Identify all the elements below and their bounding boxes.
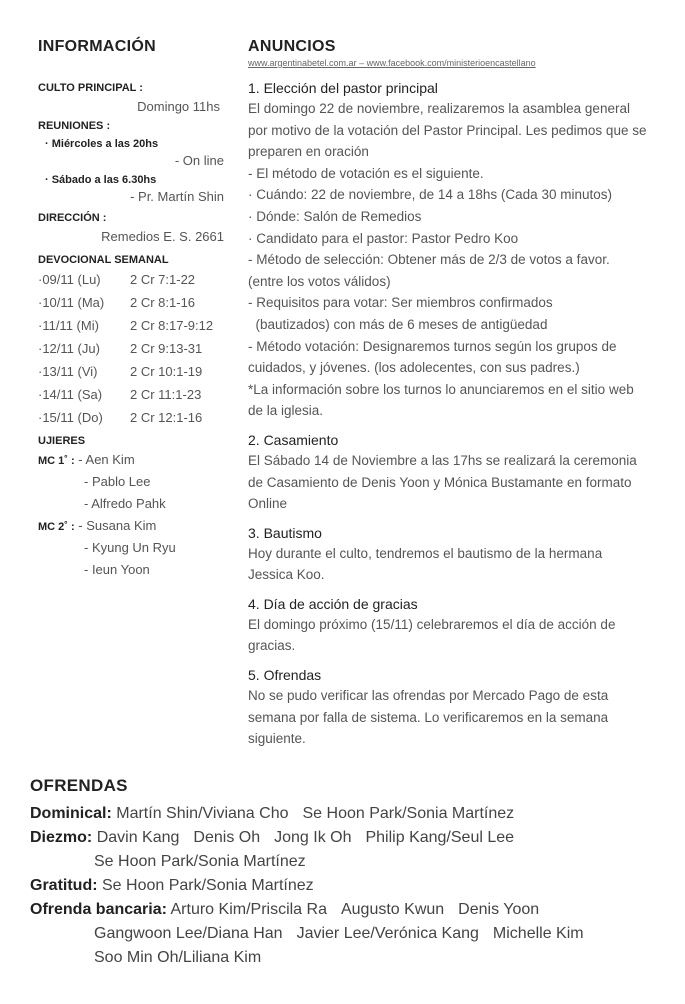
links-line <box>248 58 648 68</box>
announcement-body: El Sábado 14 de Noviembre a las 17hs se realizará la ceremonia de Casamiento de Denis Yoon y Mónica Bustamante en formato Online <box>248 452 641 512</box>
devocional-ref: 2 Cr 11:1-23 <box>130 387 202 402</box>
mc2-member: - Ieun Yoon <box>84 562 150 577</box>
info-column <box>38 38 228 581</box>
devocional-label: DEVOCIONAL SEMANAL <box>38 254 169 266</box>
donor: Soo Min Oh/Liliana Kim <box>94 949 262 966</box>
devocional-row <box>38 291 228 314</box>
gratitud-label: Gratitud: <box>30 877 98 894</box>
reunion2-day: · Sábado a las 6.30hs <box>45 174 157 186</box>
reunion1-value: - On line <box>174 153 224 168</box>
announcement-title: 4. Día de acción de gracias <box>248 595 418 612</box>
mc1-group <box>38 449 228 515</box>
announcement-item <box>248 523 648 586</box>
donor: Michelle Kim <box>492 925 584 942</box>
devocional-ref: 2 Cr 8:17-9:12 <box>130 318 214 333</box>
donor: Javier Lee/Verónica Kang <box>296 925 479 942</box>
devocional-date: ·11/11 (Mi) <box>38 318 99 333</box>
announcement-body: El domingo 22 de noviembre, realizaremos la asamblea general por motivo de la votación del Pastor Principal. Les pedimos que se preparen en oración - El método de votación es el siguiente. · Cuándo: 22 de noviembre, de 14 a 18hs (Cada 30 minutos) · Dónde: Salón de Remedios · Candidato para el pastor: Pastor Pedro Koo - Método de selección: Obtener más de 2/3 de votos a favor. (entre los votos válidos) - Requisitos para votar: Ser miembros confirmados (bautizados) con más de 6 meses de antigüedad - Método votación: Designaremos turnos según los grupos de cuidados, y jóvenes. (los adolecentes, con sus padres.) *La información sobre los turnos lo anunciaremos en el sitio web de la iglesia. <box>248 101 647 419</box>
announcement-item <box>248 430 648 515</box>
devocional-date: ·15/11 (Do) <box>38 410 103 425</box>
donor: Arturo Kim/Priscila Ra <box>170 901 327 918</box>
announcements-title: ANUNCIOS <box>248 38 336 55</box>
direccion-label: DIRECCIÓN : <box>38 212 107 224</box>
announcement-body: El domingo próximo (15/11) celebraremos el día de acción de gracias. <box>248 616 620 654</box>
mc2-member: - Susana Kim <box>78 518 157 533</box>
dominical-label: Dominical: <box>30 805 112 822</box>
devocional-row <box>38 314 228 337</box>
donor: Augusto Kwun <box>340 901 445 918</box>
announcement-title: 1. Elección del pastor principal <box>248 80 438 96</box>
announcement-item <box>248 78 648 422</box>
donor: Martín Shin/Viviana Cho <box>116 805 289 822</box>
devocional-ref: 2 Cr 7:1-22 <box>130 272 196 287</box>
offerings-title: OFRENDAS <box>30 776 128 795</box>
devocional-ref: 2 Cr 8:1-16 <box>130 295 196 310</box>
devocional-row <box>38 337 228 360</box>
mc1-member: - Aen Kim <box>78 452 135 467</box>
devocional-row <box>38 360 228 383</box>
devocional-ref: 2 Cr 12:1-16 <box>130 410 203 425</box>
mc1-label: MC 1˚ : <box>38 455 75 467</box>
bancaria-label: Ofrenda bancaria: <box>30 901 167 918</box>
devocional-date: ·12/11 (Ju) <box>38 341 100 356</box>
dominical-line <box>30 802 670 826</box>
ujieres-label: UJIERES <box>38 435 86 447</box>
mc2-member: - Kyung Un Ryu <box>84 540 176 555</box>
announcements-column <box>248 38 648 750</box>
devocional-row <box>38 383 228 406</box>
website-link[interactable]: www.argentinabetel.com.ar <box>248 58 357 68</box>
donor: Se Hoon Park/Sonia Martínez <box>102 877 314 894</box>
culto-value: Domingo 11hs <box>137 99 220 114</box>
devocional-ref: 2 Cr 9:13-31 <box>130 341 203 356</box>
donor: Philip Kang/Seul Lee <box>365 829 515 846</box>
announcement-title: 2. Casamiento <box>248 431 339 448</box>
devocional-ref: 2 Cr 10:1-19 <box>130 364 203 379</box>
devocional-row <box>38 268 228 291</box>
donor: Se Hoon Park/Sonia Martínez <box>302 805 515 822</box>
announcement-item <box>248 594 648 657</box>
link-separator: – <box>356 58 367 68</box>
donor: Gangwoon Lee/Diana Han <box>94 925 283 942</box>
reunion2-value: - Pr. Martín Shin <box>130 189 224 204</box>
announcement-item <box>248 665 648 750</box>
devocional-date: ·14/11 (Sa) <box>38 387 103 402</box>
mc1-member: - Pablo Lee <box>84 474 151 489</box>
devocional-date: ·13/11 (Vi) <box>38 364 98 379</box>
announcement-body: Hoy durante el culto, tendremos el bautismo de la hermana Jessica Koo. <box>248 545 606 583</box>
devocional-date: ·09/11 (Lu) <box>38 272 101 287</box>
reunion1-day: · Miércoles a las 20hs <box>45 138 159 150</box>
facebook-link[interactable]: www.facebook.com/ministerioencastellano <box>366 58 536 68</box>
offerings-section <box>30 776 670 970</box>
donor: Denis Oh <box>193 829 261 846</box>
diezmo-label: Diezmo: <box>30 829 93 846</box>
announcement-title: 5. Ofrendas <box>248 667 322 684</box>
announcement-body: No se pudo verificar las ofrendas por Mercado Pago de esta semana por falla de sistema. Lo verificaremos en la semana siguiente. <box>248 688 612 747</box>
devocional-row <box>38 406 228 429</box>
info-title: INFORMACIÓN <box>38 38 156 55</box>
donor: Jong Ik Oh <box>274 829 352 846</box>
mc2-label: MC 2˚ : <box>38 521 75 533</box>
direccion-value: Remedios E. S. 2661 <box>101 229 224 244</box>
bancaria-line-3 <box>30 946 670 970</box>
mc1-member: - Alfredo Pahk <box>84 496 166 511</box>
gratitud-line <box>30 874 670 898</box>
announcement-title: 3. Bautismo <box>248 524 322 541</box>
reuniones-label: REUNIONES : <box>38 120 111 132</box>
donor: Denis Yoon <box>458 901 540 918</box>
bancaria-line-2 <box>30 922 670 946</box>
bancaria-line <box>30 898 670 922</box>
diezmo-line-2 <box>30 850 670 874</box>
donor: Se Hoon Park/Sonia Martínez <box>94 853 306 870</box>
devocional-date: ·10/11 (Ma) <box>38 295 105 310</box>
donor: Davin Kang <box>96 829 180 846</box>
diezmo-line <box>30 826 670 850</box>
culto-label: CULTO PRINCIPAL : <box>38 82 143 94</box>
devocional-list <box>38 268 228 429</box>
mc2-group <box>38 515 228 581</box>
